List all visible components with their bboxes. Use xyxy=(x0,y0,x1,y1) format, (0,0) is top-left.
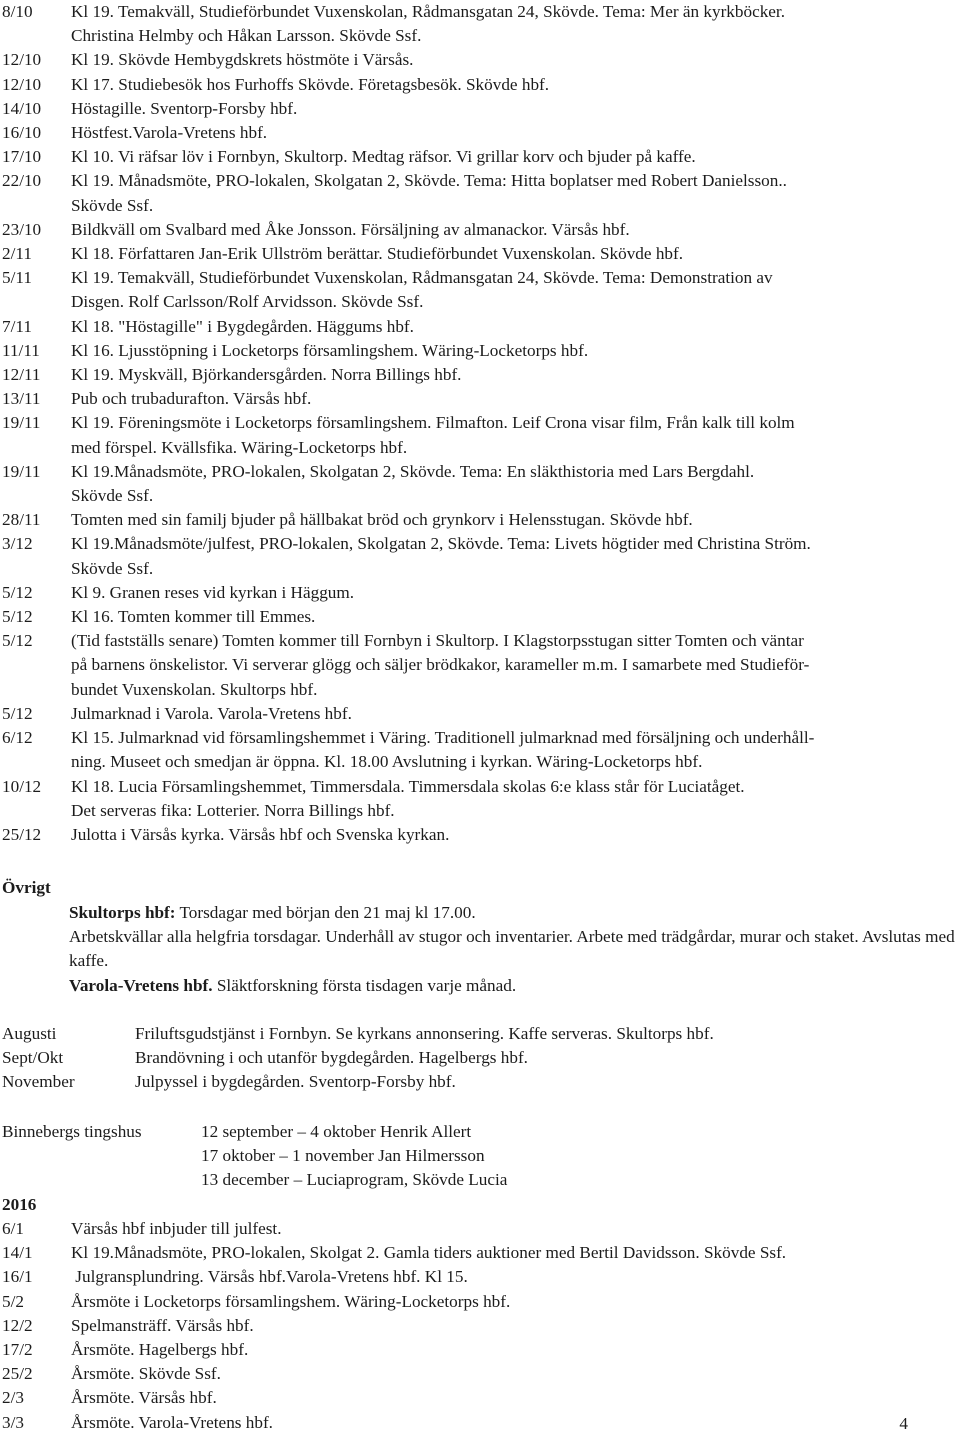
skultorp-text: Torsdagar med början den 21 maj kl 17.00. xyxy=(175,903,476,922)
event-2016 xyxy=(0,1241,960,1265)
calendar-date: 12/10 xyxy=(2,74,42,94)
calendar-text xyxy=(71,145,960,169)
calendar-entry xyxy=(0,0,960,48)
calendar-date: 10/12 xyxy=(2,776,42,796)
calendar-entry xyxy=(0,315,960,339)
calendar-text xyxy=(71,0,960,48)
calendar-entry xyxy=(0,726,960,774)
event-date: 6/1 xyxy=(2,1219,24,1238)
calendar-line: Höstfest.Varola-Vretens hbf. xyxy=(71,123,268,143)
calendar-line: bundet Vuxenskolan. Skultorps hbf. xyxy=(71,679,318,699)
calendar-entry xyxy=(0,121,960,145)
event-2016 xyxy=(0,1386,960,1410)
calendar-line: Kl 19. Skövde Hembygdskrets höstmöte i Värsås. xyxy=(71,50,414,70)
calendar-date: 12/10 xyxy=(2,50,42,70)
calendar-line: Skövde Ssf. xyxy=(71,558,154,578)
year-heading: 2016 xyxy=(2,1195,37,1214)
calendar-line: Kl 10. Vi räfsar löv i Fornbyn, Skultorp. Medtag räfsor. Vi grillar korv och bjuder på kaffe. xyxy=(71,147,696,167)
calendar-line: Tomten med sin familj bjuder på hällbakat bröd och grynkorv i Helensstugan. Skövde hbf. xyxy=(71,510,693,530)
calendar-date: 3/12 xyxy=(2,534,33,554)
calendar-text xyxy=(71,726,960,774)
calendar-date: 22/10 xyxy=(2,171,42,191)
calendar-line: Kl 18. Författaren Jan-Erik Ullström berättar. Studieförbundet Vuxenskolan. Skövde hbf. xyxy=(71,244,684,264)
calendar-date: 19/11 xyxy=(2,413,41,433)
event-date: 17/2 xyxy=(2,1340,33,1360)
event-date: 3/3 xyxy=(2,1412,24,1432)
calendar-date: 5/12 xyxy=(2,703,33,723)
event-2016 xyxy=(0,1411,960,1435)
calendar-date: 23/10 xyxy=(2,219,42,239)
calendar-line: Det serveras fika: Lotterier. Norra Billings hbf. xyxy=(71,800,395,820)
tingshus-label: Binnebergs tingshus xyxy=(2,1122,142,1141)
calendar-date: 6/12 xyxy=(2,728,33,748)
event-date: 14/1 xyxy=(2,1243,33,1263)
calendar-text xyxy=(71,508,960,532)
month-entry xyxy=(0,1070,960,1094)
calendar-text xyxy=(71,702,960,726)
event-2016 xyxy=(0,1290,960,1314)
month-name: November xyxy=(2,1072,75,1092)
month-name: Sept/Okt xyxy=(2,1048,64,1068)
calendar-text xyxy=(71,823,960,847)
calendar-entry xyxy=(0,629,960,702)
event-date: 25/2 xyxy=(2,1364,33,1384)
calendar-line: Kl 9. Granen reses vid kyrkan i Häggum. xyxy=(71,582,355,602)
varola-label: Varola-Vretens hbf. xyxy=(69,975,213,995)
calendar-line: ning. Museet och smedjan är öppna. Kl. 18.00 Avslutning i kyrkan. Wäring-Locketorps hbf. xyxy=(71,752,703,772)
calendar-entry xyxy=(0,460,960,508)
calendar-entry xyxy=(0,242,960,266)
ovrigt-heading: Övrigt xyxy=(2,878,51,897)
calendar-date: 19/11 xyxy=(2,461,41,481)
calendar-line: på barnens önskelistor. Vi serverar glögg och säljer brödkakor, karameller m.m. I samarbete med Studieför- xyxy=(71,655,810,675)
calendar-text xyxy=(71,411,960,459)
tingshus-item: 12 september – 4 oktober Henrik Allert xyxy=(201,1122,472,1141)
event-date: 2/3 xyxy=(2,1388,24,1408)
calendar-entry xyxy=(0,605,960,629)
tingshus-item: 13 december – Luciaprogram, Skövde Lucia xyxy=(201,1170,508,1190)
calendar-date: 14/10 xyxy=(2,98,42,118)
event-text: Julgransplundring. Värsås hbf.Varola-Vretens hbf. Kl 15. xyxy=(71,1267,468,1287)
ovrigt-section xyxy=(69,901,960,998)
calendar-line: Skövde Ssf. xyxy=(71,195,154,215)
calendar-date: 11/11 xyxy=(2,340,40,360)
calendar-date: 5/12 xyxy=(2,607,33,627)
calendar-date: 13/11 xyxy=(2,389,41,409)
calendar-text xyxy=(71,532,960,580)
calendar-text xyxy=(71,97,960,121)
month-entry xyxy=(0,1022,960,1046)
tingshus-row xyxy=(0,1120,960,1193)
calendar-entry xyxy=(0,145,960,169)
calendar-date: 12/11 xyxy=(2,365,41,385)
calendar-entry xyxy=(0,363,960,387)
skultorp-label: Skultorps hbf: xyxy=(69,903,176,922)
calendar-line: med förspel. Kvällsfika. Wäring-Locketorps hbf. xyxy=(71,437,408,457)
calendar-line: Christina Helmby och Håkan Larsson. Skövde Ssf. xyxy=(71,26,422,46)
calendar-line: Kl 19. Temakväll, Studieförbundet Vuxenskolan, Rådmansgatan 24, Skövde. Tema: Demonstration av xyxy=(71,268,773,288)
month-text: Julpyssel i bygdegården. Sventorp-Forsby hbf. xyxy=(135,1072,456,1092)
calendar-text xyxy=(71,73,960,97)
varola-text: Släktforskning första tisdagen varje månad. xyxy=(212,975,517,995)
calendar-entry xyxy=(0,73,960,97)
calendar-line: Kl 19.Månadsmöte, PRO-lokalen, Skolgatan 2, Skövde. Tema: En släkthistoria med Lars Bergdahl. xyxy=(71,461,755,481)
calendar-line: Kl 19. Myskväll, Björkandersgården. Norra Billings hbf. xyxy=(71,365,462,385)
event-2016 xyxy=(0,1314,960,1338)
calendar-text xyxy=(71,242,960,266)
calendar-line: Pub och trubadurafton. Värsås hbf. xyxy=(71,389,312,409)
calendar-line: Kl 19. Föreningsmöte i Locketorps församlingshem. Filmafton. Leif Crona visar film, Från kalk till kolm xyxy=(71,413,795,433)
calendar-text xyxy=(71,315,960,339)
tingshus-items xyxy=(201,1120,507,1193)
event-text: Årsmöte. Värsås hbf. xyxy=(71,1388,217,1408)
calendar-date: 5/11 xyxy=(2,268,32,288)
calendar-line: Höstagille. Sventorp-Forsby hbf. xyxy=(71,98,298,118)
calendar-date: 2/11 xyxy=(2,244,32,264)
calendar-date: 17/10 xyxy=(2,147,42,167)
event-date: 12/2 xyxy=(2,1315,33,1335)
tingshus-section xyxy=(0,1120,960,1193)
calendar-line: Skövde Ssf. xyxy=(71,486,154,506)
calendar-line: Kl 19. Temakväll, Studieförbundet Vuxenskolan, Rådmansgatan 24, Skövde. Tema: Mer än kyrkböcker. xyxy=(71,2,785,21)
calendar-text xyxy=(71,218,960,242)
event-text: Årsmöte. Varola-Vretens hbf. xyxy=(71,1412,273,1432)
calendar-entry xyxy=(0,266,960,314)
event-text: Årsmöte. Hagelbergs hbf. xyxy=(71,1340,249,1360)
calendar-line: (Tid fastställs senare) Tomten kommer till Fornbyn i Skultorp. I Klagstorpsstugan sitter Tomten och väntar xyxy=(71,631,804,651)
calendar-text xyxy=(71,581,960,605)
month-name: Augusti xyxy=(2,1024,57,1043)
calendar-entry xyxy=(0,581,960,605)
calendar-text xyxy=(71,169,960,217)
calendar-line: Kl 16. Ljusstöpning i Locketorps församlingshem. Wäring-Locketorps hbf. xyxy=(71,340,589,360)
calendar-text xyxy=(71,629,960,702)
calendar-date: 7/11 xyxy=(2,316,32,336)
calendar-line: Kl 16. Tomten kommer till Emmes. xyxy=(71,607,316,627)
event-2016 xyxy=(0,1217,960,1241)
calendar-text xyxy=(71,121,960,145)
calendar-text xyxy=(71,387,960,411)
calendar-text xyxy=(71,460,960,508)
calendar-line: Bildkväll om Svalbard med Åke Jonsson. Försäljning av almanackor. Värsås hbf. xyxy=(71,219,630,239)
calendar-date: 16/10 xyxy=(2,123,42,143)
calendar-entry xyxy=(0,702,960,726)
event-text: Spelmansträff. Värsås hbf. xyxy=(71,1315,254,1335)
skultorp-details: Arbetskvällar alla helgfria torsdagar. Underhåll av stugor och inventarier. Arbete med trädgårdar, murar och staket. Avslutas med kaffe. xyxy=(69,927,955,971)
calendar-entry xyxy=(0,532,960,580)
calendar-entry xyxy=(0,339,960,363)
calendar-entry xyxy=(0,48,960,72)
calendar-text xyxy=(71,266,960,314)
calendar-text xyxy=(71,339,960,363)
calendar-line: Kl 17. Studiebesök hos Furhoffs Skövde. Företagsbesök. Skövde hbf. xyxy=(71,74,550,94)
calendar-line: Kl 18. "Höstagille" i Bygdegården. Häggums hbf. xyxy=(71,316,414,336)
event-date: 16/1 xyxy=(2,1267,33,1287)
calendar-text xyxy=(71,363,960,387)
month-text: Brandövning i och utanför bygdegården. Hagelbergs hbf. xyxy=(135,1048,528,1068)
events-2016-list xyxy=(0,1217,960,1435)
event-2016 xyxy=(0,1362,960,1386)
calendar-entry xyxy=(0,218,960,242)
event-text: Värsås hbf inbjuder till julfest. xyxy=(71,1219,282,1238)
calendar-text xyxy=(71,775,960,823)
calendar-line: Kl 19. Månadsmöte, PRO-lokalen, Skolgatan 2, Skövde. Tema: Hitta boplatser med Robert Danielsson.. xyxy=(71,171,787,191)
calendar-entry xyxy=(0,508,960,532)
calendar-line: Julmarknad i Varola. Varola-Vretens hbf. xyxy=(71,703,352,723)
calendar-entry xyxy=(0,169,960,217)
tingshus-item: 17 oktober – 1 november Jan Hilmersson xyxy=(201,1146,485,1166)
calendar-entry xyxy=(0,411,960,459)
calendar-date: 5/12 xyxy=(2,631,33,651)
calendar-line: Kl 18. Lucia Församlingshemmet, Timmersdala. Timmersdala skolas 6:e klass står för Luciatåget. xyxy=(71,776,745,796)
skultorp-paragraph xyxy=(69,901,960,925)
event-text: Årsmöte. Skövde Ssf. xyxy=(71,1364,221,1384)
calendar-line: Disgen. Rolf Carlsson/Rolf Arvidsson. Skövde Ssf. xyxy=(71,292,424,312)
calendar-text xyxy=(71,605,960,629)
calendar-line: Julotta i Värsås kyrka. Värsås hbf och Svenska kyrkan. xyxy=(71,824,450,844)
calendar-text xyxy=(71,48,960,72)
calendar-entry xyxy=(0,775,960,823)
calendar-date: 28/11 xyxy=(2,510,41,530)
calendar-date: 5/12 xyxy=(2,582,33,602)
calendar-date: 25/12 xyxy=(2,824,42,844)
event-text: Årsmöte i Locketorps församlingshem. Wäring-Locketorps hbf. xyxy=(71,1291,511,1311)
calendar-line: Kl 15. Julmarknad vid församlingshemmet i Väring. Traditionell julmarknad med försäljning och underhåll- xyxy=(71,728,815,748)
page-number: 4 xyxy=(899,1414,908,1433)
calendar-line: Kl 19.Månadsmöte/julfest, PRO-lokalen, Skolgatan 2, Skövde. Tema: Livets högtider med Christina Ström. xyxy=(71,534,811,554)
calendar-entry xyxy=(0,387,960,411)
calendar-entry xyxy=(0,823,960,847)
month-entry xyxy=(0,1046,960,1070)
varola-paragraph xyxy=(69,974,960,998)
month-text: Friluftsgudstjänst i Fornbyn. Se kyrkans annonsering. Kaffe serveras. Skultorps hbf. xyxy=(135,1024,714,1043)
calendar-entry xyxy=(0,97,960,121)
event-2016 xyxy=(0,1265,960,1289)
event-date: 5/2 xyxy=(2,1291,24,1311)
monthly-events xyxy=(0,1022,960,1095)
calendar-date: 8/10 xyxy=(2,2,33,21)
event-text: Kl 19.Månadsmöte, PRO-lokalen, Skolgat 2. Gamla tiders auktioner med Bertil Davidsson. Skövde Ssf. xyxy=(71,1243,787,1263)
event-2016 xyxy=(0,1338,960,1362)
